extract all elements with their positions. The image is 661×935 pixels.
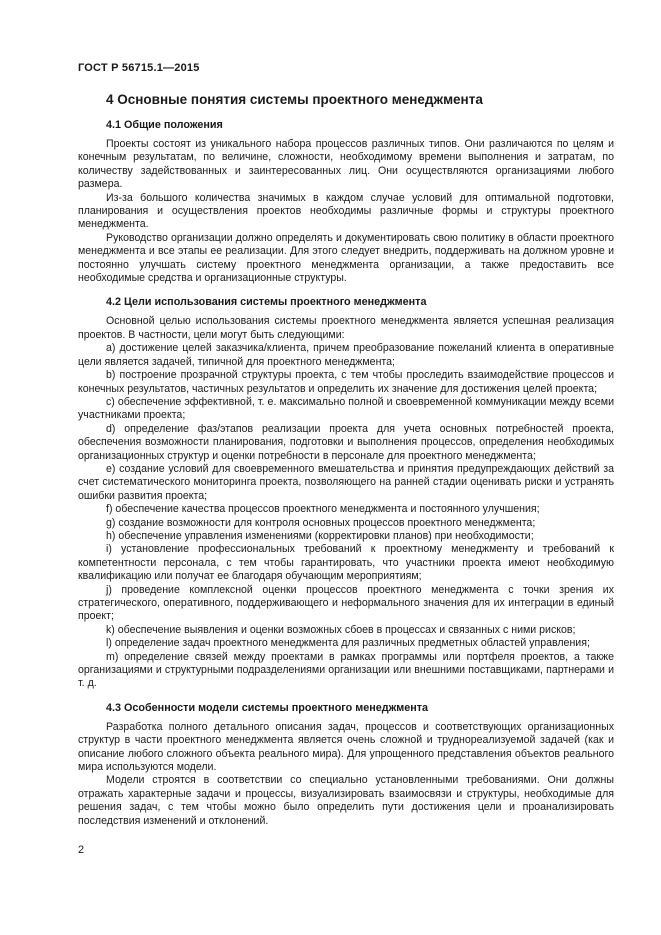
list-item: l) определение задач проектного менеджмента для различных предметных областей управления; [106,637,590,650]
section-title: 4.1 Общие положения [106,119,223,131]
document-body [78,92,614,828]
paragraph: Руководство организации должно определять и документировать свою политику в области проектного менеджмента и все этапы ее реализации. Для этого следует внедрить, поддерживать на должном уровне и постоянно улучшать систему проектного менеджмента организации, а также предоставить все необходимые средства и организационные структуры. [78,231,614,285]
paragraph: Из-за большого количества значимых в каждом случае условий для оптимальной подготовки, планирования и осуществления проектов необходимы различные формы и структуры проектного менеджмента. [78,191,614,231]
page-number: 2 [78,844,85,856]
list-item: f) обеспечение качества процессов проектного менеджмента и постоянного улучшения; [106,503,540,516]
paragraph: Основной целью использования системы проектного менеджмента является успешная реализация проектов. В частности, цели могут быть следующими: [78,315,614,341]
list-item: b) построение прозрачной структуры проекта, с тем чтобы проследить взаимодействие процессов и конечных результатов, частичных результатов и определить их значение для достижения целей проекта; [78,369,614,395]
list-item: d) определение фаз/этапов реализации проекта для учета основных потребностей проекта, обеспечения возможности планирования, подготовки и выполнения процессов, определения необходимых организационных структур и оценки потребности в персонале для проектного менеджмента; [78,422,614,462]
section-4-3 [78,701,614,828]
paragraph: Модели строятся в соответствии со специально установленными требованиями. Они должны отражать характерные задачи и процессы, визуализировать взаимосвязи и структуры, необходимые для решения задач, с тем чтобы можно было определить пути достижения цели и проанализировать последствия изменений и отклонений. [78,774,614,827]
list-item: e) создание условий для своевременного вмешательства и принятия предупреждающих действий за счет систематического мониторинга проекта, позволяющего на ранней стадии оценивать риски и устранять ошибки развития проекта; [78,462,614,502]
section-4-2 [78,295,614,690]
section-4-1 [78,118,614,285]
list-item: k) обеспечение выявления и оценки возможных сбоев в процессах и связанных с ними рисков; [106,623,576,636]
list-item: g) создание возможности для контроля основных процессов проектного менеджмента; [106,516,536,529]
chapter-heading: 4 Основные понятия системы проектного менеджмента [106,92,483,107]
paragraph: Разработка полного детального описания задач, процессов и соответствующих организационных структур в части проектного менеджмента является очень сложной и труднореализуемой задачей (как и описание любого сложного объекта реального мира). Для упрощенного представления объектов реального мира используются модели. [78,720,614,774]
paragraph: Проекты состоят из уникального набора процессов различных типов. Они различаются по целям и конечным результатам, по величине, сложности, необходимому времени выполнения и затратам, по количеству задействованных и заинтересованных лиц. Они осуществляются организациями любого размера. [78,138,614,191]
section-title: 4.3 Особенности модели системы проектного менеджмента [106,701,429,714]
list-item: m) определение связей между проектами в рамках программы или портфеля проектов, а также организациями и структурными подразделениями организации или внешними поставщиками, партнерами и т. д. [78,650,614,690]
list-item: c) обеспечение эффективной, т. е. максимально полной и своевременной коммуникации между всеми участниками проекта; [78,395,614,422]
section-title: 4.2 Цели использования системы проектного менеджмента [106,296,427,309]
list-item: a) достижение целей заказчика/клиента, причем преобразование пожеланий клиента в оперативные цели является задачей, типичной для проектного менеджмента; [78,342,614,368]
list-item: j) проведение комплексной оценки процессов проектного менеджмента с точки зрения их стратегического, оперативного, поддерживающего и неформального значения для их интеграции в единый проект; [78,583,614,623]
standard-header: ГОСТ Р 56715.1—2015 [78,62,200,74]
list-item: h) обеспечение управления изменениями (корректировки планов) при необходимости; [106,529,534,542]
list-item: i) установление профессиональных требований к проектному менеджменту и требований к компетентности персонала, с тем чтобы гарантировать, что участники проекта имеют необходимую квалификацию или получат ее благодаря обучающим мероприятиям; [78,543,614,583]
